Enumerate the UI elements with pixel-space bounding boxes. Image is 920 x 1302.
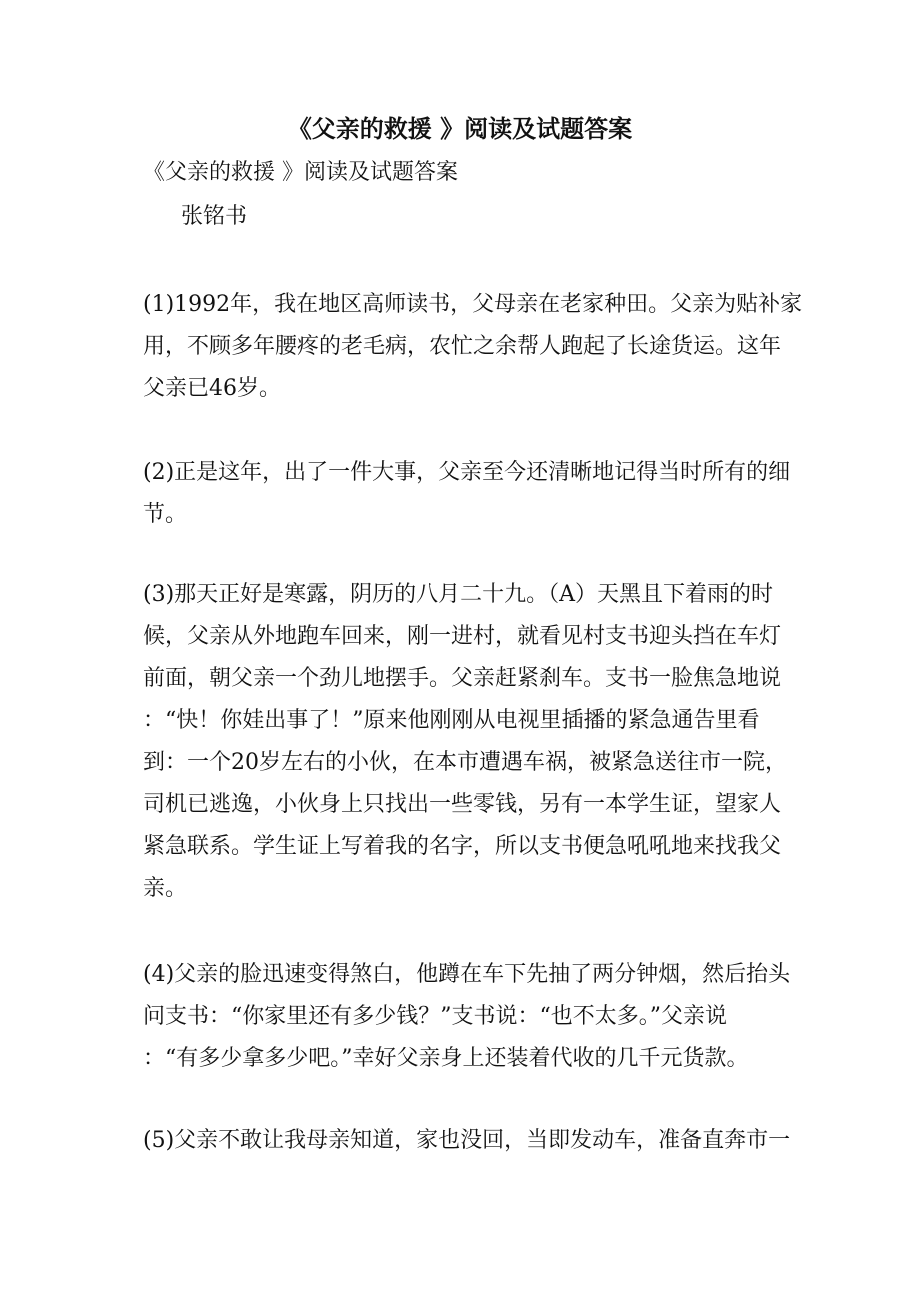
- text-line: 司机已逃逸，小伙身上只找出一些零钱，另有一本学生证，望家人: [143, 792, 782, 817]
- text-line: (1)1992年，我在地区高师读书，父母亲在老家种田。父亲为贴补家: [143, 292, 803, 317]
- text-line: 节。: [143, 502, 188, 527]
- paragraph-4: [143, 954, 793, 1080]
- text-line: 亲。: [143, 876, 188, 901]
- document-subtitle: 《父亲的救援 》阅读及试题答案: [143, 160, 458, 185]
- text-line: (4)父亲的脸迅速变得煞白，他蹲在车下先抽了两分钟烟，然后抬头: [143, 962, 791, 987]
- text-line: 父亲已46岁。: [143, 376, 281, 401]
- text-line: 到：一个20岁左右的小伙，在本市遭遇车祸，被紧急送往市一院，: [143, 750, 787, 775]
- text-line: (2)正是这年，出了一件大事，父亲至今还清晰地记得当时所有的细: [143, 460, 791, 485]
- document-title: 《父亲的救援 》阅读及试题答案: [287, 114, 633, 143]
- text-line: ：“快！你娃出事了！”原来他刚刚从电视里插播的紧急通告里看: [143, 708, 760, 733]
- text-line: (3)那天正好是寒露，阴历的八月二十九。（A）天黑且下着雨的时: [143, 582, 774, 607]
- text-line: ：“有多少拿多少吧。”幸好父亲身上还装着代收的几千元货款。: [143, 1046, 749, 1071]
- text-line: 用，不顾多年腰疼的老毛病，农忙之余帮人跑起了长途货运。这年: [143, 334, 782, 359]
- text-line: 候，父亲从外地跑车回来，刚一进村，就看见村支书迎头挡在车灯: [143, 624, 782, 649]
- author-name: 张铭书: [181, 204, 248, 229]
- paragraph-5: [143, 1120, 793, 1162]
- text-line: 紧急联系。学生证上写着我的名字，所以支书便急吼吼地来找我父: [143, 834, 782, 859]
- paragraph-3: [143, 574, 793, 910]
- paragraph-1: [143, 284, 803, 410]
- text-line: 前面，朝父亲一个劲儿地摆手。父亲赶紧刹车。支书一脸焦急地说: [143, 666, 782, 691]
- paragraph-2: [143, 452, 793, 536]
- text-line: 问支书：“你家里还有多少钱？”支书说：“也不太多。”父亲说: [143, 1004, 727, 1029]
- text-line: (5)父亲不敢让我母亲知道，家也没回，当即发动车，准备直奔市一: [143, 1128, 791, 1153]
